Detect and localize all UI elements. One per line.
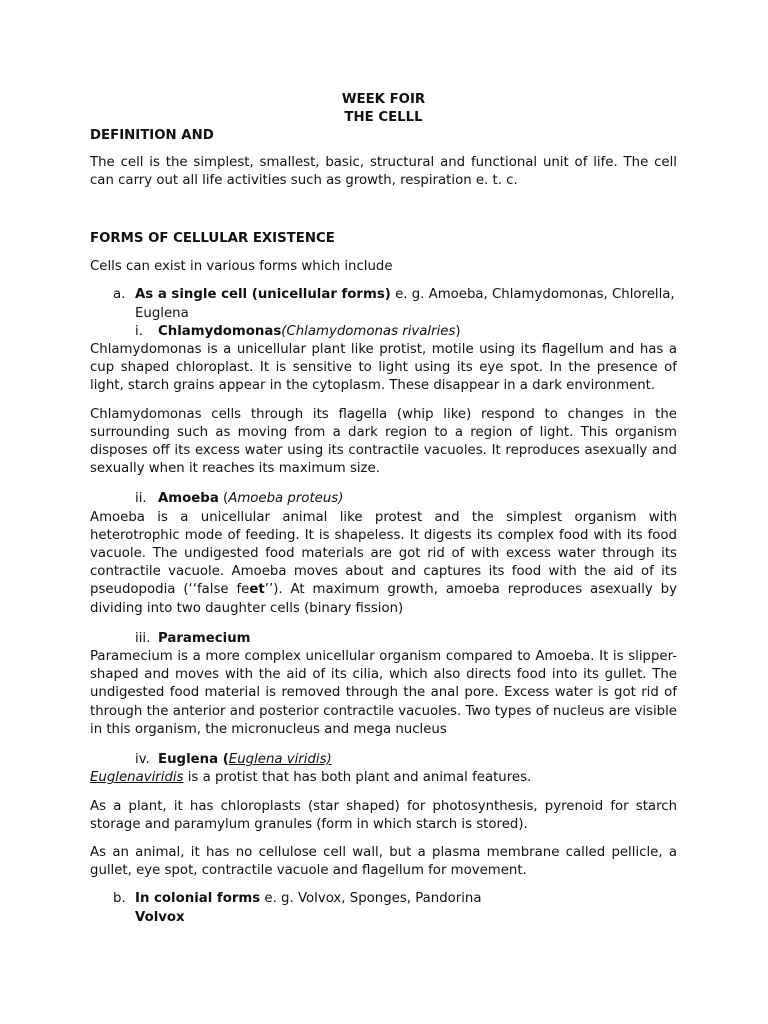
list-item-text: e. g. Volvox, Sponges, Pandorina (260, 891, 482, 907)
scientific-name: Euglena viridis) (228, 752, 332, 768)
organism-name: Paramecium (158, 630, 251, 646)
chlamydomonas-paragraph-1: Chlamydomonas is a unicellular plant like protist, motile using its flagellum and has a cup shaped chloroplast. It is sensitive to light using its eye spot. In the presence of light, starch grains appear in the cytoplasm. These disappear in a dark environment. (90, 342, 677, 394)
organism-name: Euglena ( (158, 752, 229, 768)
definition-heading: DEFINITION AND (90, 128, 214, 144)
forms-heading: FORMS OF CELLULAR EXISTENCE (90, 231, 335, 247)
subheading-volvox (90, 909, 677, 927)
list-marker: i. (135, 323, 143, 339)
amoeba-text-2: ’’). At maximum growth, amoeba reproduces asexually by dividing into two daughter cells (binary fission) (90, 582, 677, 616)
week-title: WEEK FOIR (341, 92, 426, 107)
euglena-paragraph-1 (90, 769, 677, 787)
amoeba-paragraph (90, 509, 677, 618)
list-marker: a. (113, 287, 126, 303)
list-item-title: In colonial forms (135, 891, 261, 907)
organism-name: Chlamydomonas (158, 323, 282, 339)
paramecium-paragraph: Paramecium is a more complex unicellular organism compared to Amoeba. It is slipper-shaped and moves with the aid of its cilia, which also directs food into its gullet. The undigested food material is removed through the anal pore. Excess water is got rid of through the anterior and posterior contractile vacuoles. Two types of nucleus are visible in this organism, the micronucleus and mega nucleus (90, 649, 677, 737)
scientific-name: Amoeba proteus) (228, 491, 344, 507)
paren-close: ) (455, 323, 461, 339)
paren-open: ( (218, 491, 229, 507)
amoeba-text-1: Amoeba is a unicellular animal like protest and the simplest organism with heterotrophic mode of feeding. It is shapeless. It digests its complex food with its food vacuole. The undigested food materials are got rid of with excess water through its contractile vacuole. Amoeba moves about and captures its food with the aid of its pseudopodia (‘‘false fe (90, 509, 677, 598)
forms-intro: Cells can exist in various forms which include (90, 259, 393, 275)
organism-name: Volvox (135, 909, 185, 925)
topic-title: THE CELLL (344, 110, 423, 126)
list-marker: iii. (135, 630, 151, 646)
euglena-paragraph-2: As a plant, it has chloroplasts (star shaped) for photosynthesis, pyrenoid for starch storage and paramylum granules (form in which starch is stored). (90, 798, 677, 832)
scientific-name: Euglenaviridis (90, 770, 184, 786)
list-item-b (90, 890, 677, 908)
subheading-euglena (90, 751, 677, 769)
list-marker: b. (113, 891, 126, 907)
definition-text: The cell is the simplest, smallest, basic, structural and functional unit of life. The cell can carry out all life activities such as growth, respiration e. t. c. (90, 154, 677, 188)
subheading-paramecium (90, 630, 677, 648)
list-marker: iv. (135, 752, 150, 768)
list-item-title: As a single cell (unicellular forms) (135, 287, 391, 303)
document-page (90, 91, 677, 927)
list-item-text: e. g. Amoeba, Chlamydomonas, Chlorella, Euglena (135, 287, 675, 321)
organism-name: Amoeba (158, 491, 219, 507)
chlamydomonas-paragraph-2: Chlamydomonas cells through its flagella (whip like) respond to changes in the surrounding such as moving from a dark region to a region of light. This organism disposes off its excess water using its contractile vacuoles. It reproduces asexually and sexually when it reaches its maximum size. (90, 406, 677, 477)
amoeba-text-bold: et (249, 582, 265, 598)
euglena-paragraph-3: As an animal, it has no cellulose cell wall, but a plasma membrane called pellicle, a gullet, eye spot, contractile vacuole and flagellum for movement. (90, 844, 677, 879)
subheading-amoeba (90, 490, 677, 508)
scientific-name: (Chlamydomonas rivalries (281, 323, 456, 339)
list-item-a (90, 286, 677, 322)
list-marker: ii. (135, 491, 147, 507)
subheading-chlamydomonas (90, 323, 677, 341)
euglena-text: is a protist that has both plant and animal features. (183, 770, 532, 786)
